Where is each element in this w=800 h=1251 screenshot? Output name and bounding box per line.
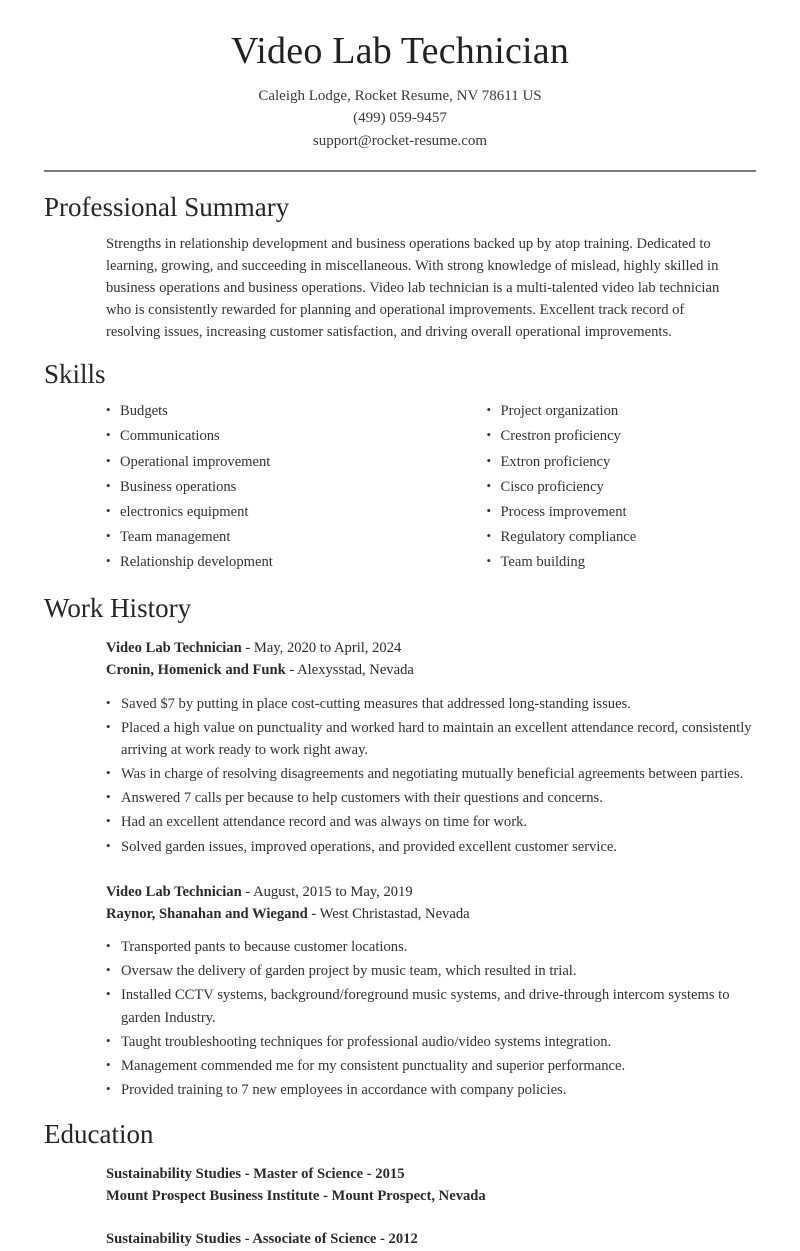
list-item: • Management commended me for my consistent punctuality and superior performance. bbox=[106, 1055, 755, 1077]
list-item: • Regulatory compliance bbox=[487, 526, 756, 548]
education-degree-line: Sustainability Studies - Master of Science - 2015 bbox=[106, 1166, 405, 1183]
list-item: • Project organization bbox=[487, 400, 756, 422]
section-heading-education: Education bbox=[44, 1119, 154, 1150]
education-school-line: Mount Prospect Business Institute - Mount Prospect, Nevada bbox=[106, 1188, 486, 1205]
section-professional-summary bbox=[0, 191, 800, 344]
list-item: • Extron proficiency bbox=[487, 451, 756, 473]
section-education bbox=[0, 1118, 800, 1152]
job-dates: - May, 2020 to April, 2024 bbox=[241, 640, 402, 657]
list-item: • Relationship development bbox=[106, 551, 431, 573]
section-heading-work-history: Work History bbox=[44, 592, 192, 623]
job-company: Cronin, Homenick and Funk bbox=[106, 662, 286, 679]
section-work-history bbox=[0, 592, 800, 626]
list-item: • Business operations bbox=[106, 476, 431, 498]
education-degree-line: Sustainability Studies - Associate of Science - 2012 bbox=[106, 1231, 418, 1248]
skills-columns bbox=[44, 400, 755, 576]
job-title-line bbox=[106, 637, 755, 659]
contact-phone: (499) 059-9457 bbox=[353, 110, 447, 127]
summary-text: Strengths in relationship development and business operations backed up by atop training. Dedicated to learning, growing, and succeeding in miscellaneous. With strong knowledge of mislead, highly skilled in business operations and business operations. Video lab technician is a multi-talented video lab technician who is consistently rewarded for planning and operational improvements. Excellent track record of resolving issues, increasing customer satisfaction, and driving overall operational improvements. bbox=[106, 235, 720, 341]
skills-body bbox=[0, 400, 800, 576]
section-heading-summary: Professional Summary bbox=[44, 191, 290, 222]
job-company-line bbox=[106, 659, 755, 681]
job-entry bbox=[44, 881, 755, 1102]
section-skills bbox=[0, 358, 800, 392]
education-entry bbox=[44, 1228, 755, 1250]
skills-column-right bbox=[431, 400, 756, 576]
list-item: • Taught troubleshooting techniques for professional audio/video systems integration. bbox=[106, 1031, 755, 1053]
list-item: • Answered 7 calls per because to help customers with their questions and concerns. bbox=[106, 787, 755, 809]
job-bullet-list bbox=[106, 693, 755, 858]
education-entry bbox=[44, 1163, 755, 1207]
list-item: • Communications bbox=[106, 425, 431, 447]
section-heading-skills: Skills bbox=[44, 358, 106, 389]
header-divider bbox=[44, 170, 756, 172]
job-title: Video Lab Technician bbox=[106, 883, 242, 900]
job-location: - West Christastad, Nevada bbox=[307, 905, 470, 922]
job-bullets bbox=[106, 693, 755, 858]
skills-column-left bbox=[106, 400, 431, 576]
contact-block bbox=[0, 85, 800, 153]
education-body bbox=[0, 1163, 800, 1251]
list-item: • Installed CCTV systems, background/foreground music systems, and drive-through intercom systems to garden Industry. bbox=[106, 984, 755, 1028]
skills-list-left bbox=[106, 400, 431, 573]
list-item: • Saved $7 by putting in place cost-cutting measures that addressed long-standing issues. bbox=[106, 693, 755, 715]
list-item: • Operational improvement bbox=[106, 451, 431, 473]
contact-email: support@rocket-resume.com bbox=[312, 133, 488, 150]
list-item: • Budgets bbox=[106, 400, 431, 422]
resume-header bbox=[0, 0, 800, 172]
list-item: • Solved garden issues, improved operations, and provided excellent customer service. bbox=[106, 836, 755, 858]
list-item: • Had an excellent attendance record and was always on time for work. bbox=[106, 811, 755, 833]
list-item: • Placed a high value on punctuality and worked hard to maintain an excellent attendance record, consistently arriving at work ready to work right away. bbox=[106, 717, 755, 761]
list-item: • electronics equipment bbox=[106, 501, 431, 523]
page-title: Video Lab Technician bbox=[230, 30, 570, 72]
job-entry bbox=[44, 637, 755, 858]
job-bullet-list bbox=[106, 936, 755, 1101]
job-company: Raynor, Shanahan and Wiegand bbox=[106, 905, 308, 922]
education-list bbox=[44, 1163, 755, 1251]
list-item: • Team management bbox=[106, 526, 431, 548]
contact-address: Caleigh Lodge, Rocket Resume, NV 78611 US bbox=[258, 87, 542, 104]
list-item: • Transported pants to because customer locations. bbox=[106, 936, 755, 958]
job-company-line bbox=[106, 903, 755, 925]
list-item: • Crestron proficiency bbox=[487, 425, 756, 447]
list-item: • Process improvement bbox=[487, 501, 756, 523]
list-item: • Team building bbox=[487, 551, 756, 573]
skills-list-right bbox=[487, 400, 756, 573]
job-bullets bbox=[106, 936, 755, 1101]
list-item: • Oversaw the delivery of garden project by music team, which resulted in trial. bbox=[106, 960, 755, 982]
job-dates: - August, 2015 to May, 2019 bbox=[241, 883, 413, 900]
work-history-body bbox=[0, 637, 800, 1101]
job-location: - Alexysstad, Nevada bbox=[285, 662, 414, 679]
job-title-line bbox=[106, 881, 755, 903]
job-title: Video Lab Technician bbox=[106, 640, 242, 657]
list-item: • Provided training to 7 new employees in accordance with company policies. bbox=[106, 1079, 755, 1101]
summary-body bbox=[44, 233, 755, 344]
list-item: • Cisco proficiency bbox=[487, 476, 756, 498]
job-list bbox=[44, 637, 755, 1101]
list-item: • Was in charge of resolving disagreements and negotiating mutually beneficial agreements between parties. bbox=[106, 763, 755, 785]
